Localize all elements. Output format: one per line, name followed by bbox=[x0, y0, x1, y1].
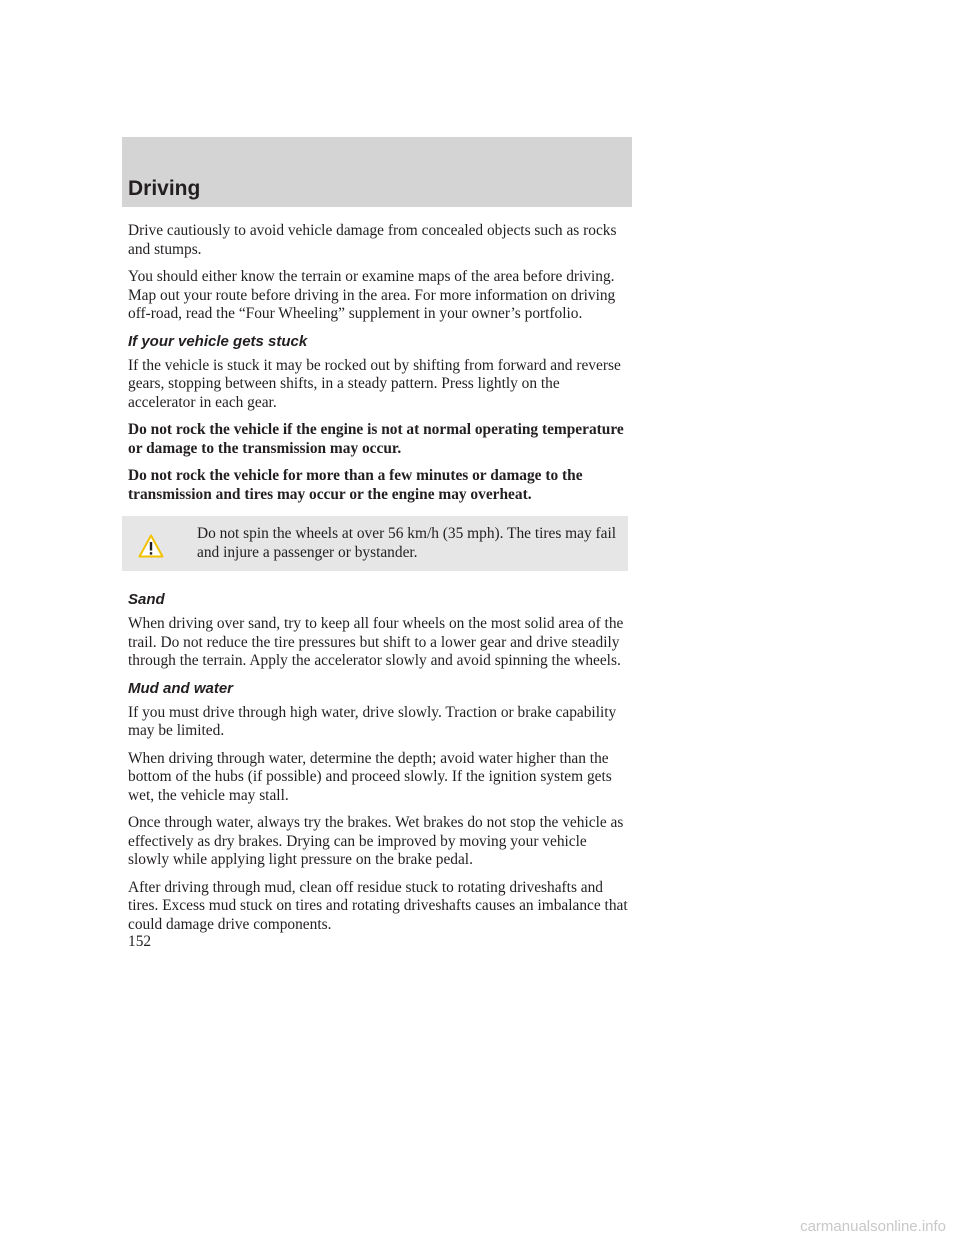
bold-caution-engine-temperature: Do not rock the vehicle if the engine is not at normal operating temperature or damage to the transmission may occur. bbox=[128, 421, 624, 457]
warning-box bbox=[122, 516, 628, 571]
paragraph-sand-driving: When driving over sand, try to keep all four wheels on the most solid area of the trail. Do not reduce the tire pressures but shift to a lower gear and drive steadily through the terrain. Apply the accelerator slowly and avoid spinning the wheels. bbox=[128, 615, 624, 669]
bold-caution-rock-duration: Do not rock the vehicle for more than a few minutes or damage to the transmission and tires may occur or the engine may overheat. bbox=[128, 467, 583, 503]
paragraph-concealed-objects: Drive cautiously to avoid vehicle damage from concealed objects such as rocks and stumps. bbox=[128, 222, 617, 258]
page-content bbox=[128, 222, 628, 943]
paragraph-wet-brakes: Once through water, always try the brakes. Wet brakes do not stop the vehicle as effectively as dry brakes. Drying can be improved by moving your vehicle slowly while applying light pressure on the brake pedal. bbox=[128, 814, 624, 868]
page-number: 152 bbox=[128, 933, 152, 950]
section-title: Driving bbox=[128, 177, 201, 200]
paragraph-mud-residue: After driving through mud, clean off residue stuck to rotating driveshafts and tires. Excess mud stuck on tires and rotating driveshafts causes an imbalance that could damage drive components. bbox=[128, 878, 628, 933]
heading-mud-and-water: Mud and water bbox=[128, 679, 234, 697]
paragraph-rocking-out: If the vehicle is stuck it may be rocked out by shifting from forward and reverse gears, stopping between shifts, in a steady pattern. Press lightly on the accelerator in each gear. bbox=[128, 356, 621, 411]
warning-text: Do not spin the wheels at over 56 km/h (35 mph). The tires may fail and injure a passenger or bystander. bbox=[197, 525, 617, 561]
heading-vehicle-stuck: If your vehicle gets stuck bbox=[128, 332, 308, 350]
paragraph-high-water: If you must drive through high water, drive slowly. Traction or brake capability may be limited. bbox=[128, 703, 617, 739]
paragraph-water-depth: When driving through water, determine the depth; avoid water higher than the bottom of the hubs (if possible) and proceed slowly. If the ignition system gets wet, the vehicle may stall. bbox=[128, 749, 612, 804]
section-header-band bbox=[122, 137, 632, 207]
watermark-text: carmanualsonline.info bbox=[800, 1218, 946, 1235]
warning-triangle-icon bbox=[138, 534, 164, 558]
paragraph-terrain-maps: You should either know the terrain or examine maps of the area before driving. Map out your route before driving in the area. For more information on driving off-road, read the “Four Wheeling” supplement in your owner’s portfolio. bbox=[128, 268, 616, 322]
heading-sand: Sand bbox=[128, 591, 165, 608]
